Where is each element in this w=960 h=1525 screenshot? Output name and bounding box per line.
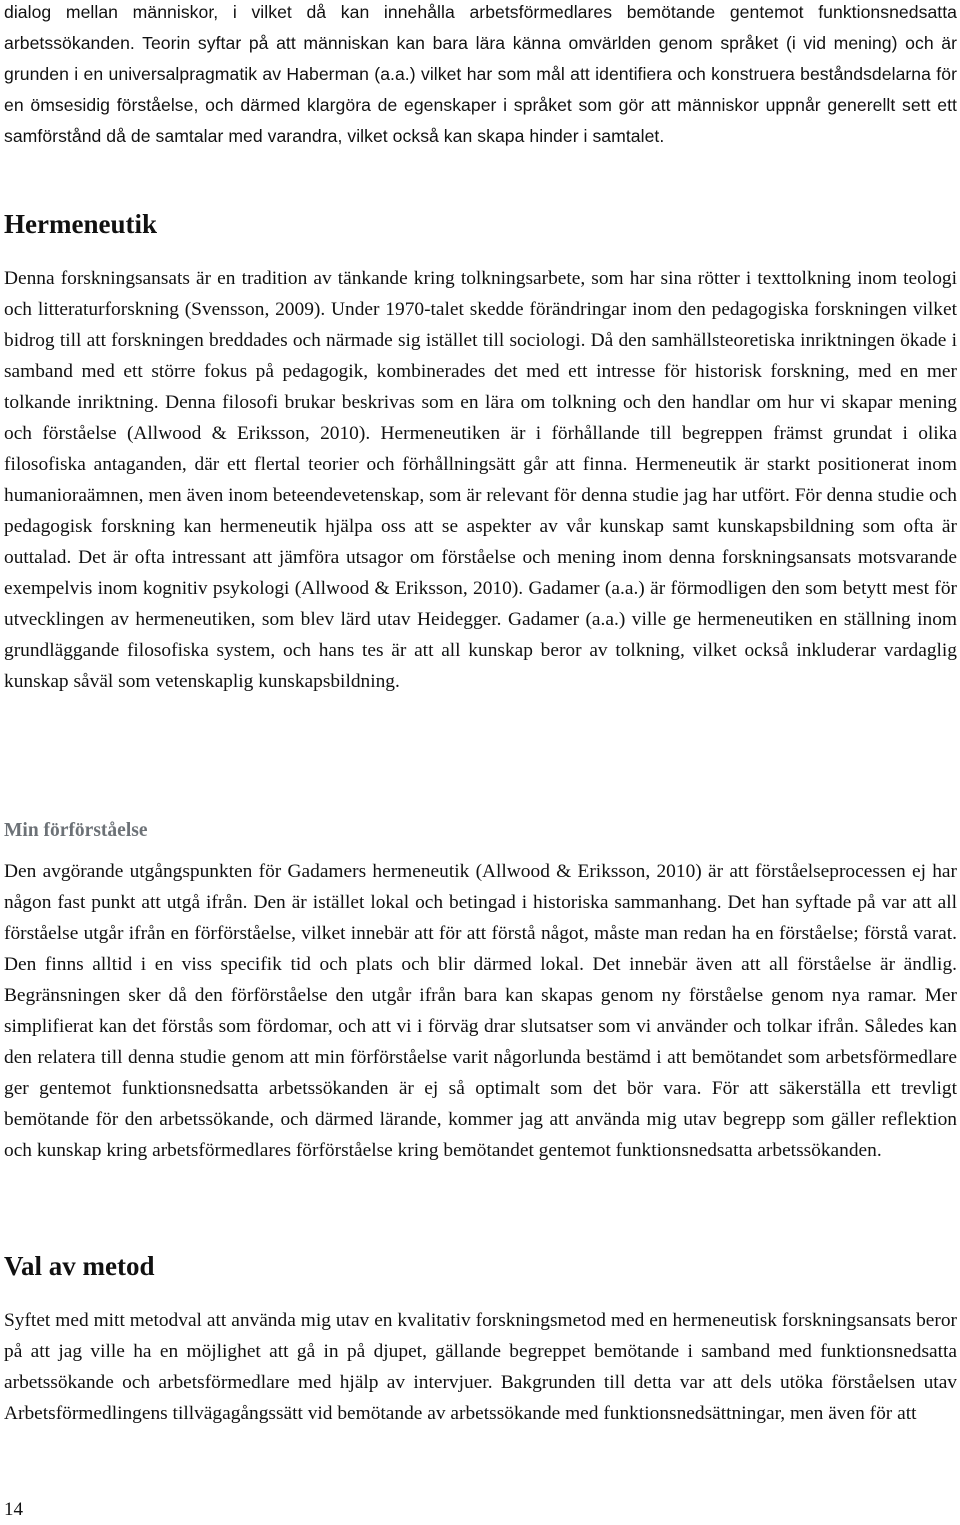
heading-hermeneutik: Hermeneutik xyxy=(4,209,157,239)
paragraph-min-forforstaelse: Den avgörande utgångspunkten för Gadamers hermeneutik (Allwood & Eriksson, 2010) är att förståelseprocessen ej har någon fast punkt att utgå ifrån. Den är istället lokal och betingad i historiska sammanhang. Det han syftade på var att all förståelse utgår ifrån en förförståelse, vilket innebär att för att förstå något, måste man redan ha en förståelse; förstå varat. Den finns alltid i en viss specifik tid och plats och blir därmed lokal. Det innebär även att all förståelse är ändlig. Begränsningen sker då den förförståelse den utgår ifrån bara kan skapas genom ny förståelse genom nya ramar. Mer simplifierat kan det förstås som fördomar, och att vi i förväg drar slutsatser som vi använder och tolkar ifrån. Således kan den relatera till denna studie genom att min förförståelse varit någorlunda bestämd i att bemötandet som arbetsförmedlare ger gentemot funktionsnedsatta arbetssökanden är ej så optimalt som det bör vara. För att säkerställa ett trevligt bemötande för den arbetssökande, och därmed lärande, kommer jag att använda mig utav begrepp som gäller reflektion och kunskap kring arbetsförmedlares förförståelse kring bemötandet gentemot funktionsnedsatta arbetssökanden. xyxy=(4,861,957,1161)
heading-val-av-metod: Val av metod xyxy=(4,1251,155,1281)
heading-min-forforstaelse: Min förförståelse xyxy=(4,820,148,841)
paragraph-intro: dialog mellan människor, i vilket då kan innehålla arbetsförmedlares bemötande gentemot funktionsnedsatta arbetssökanden. Teorin syftar på att människan kan bara lära känna omvärlden genom språket (i vid mening) och är grunden i en universalpragmatik av Haberman (a.a.) vilket har som mål att identifiera och konstruera beståndsdelarna för en ömsesidig förståelse, och därmed klargöra de egenskaper i språket som gör att människor uppnår generellt sett ett samförstånd då de samtalar med varandra, vilket också kan skapa hinder i samtalet. xyxy=(4,2,957,146)
page-number: 14 xyxy=(4,1499,23,1520)
paragraph-hermeneutik: Denna forskningsansats är en tradition av tänkande kring tolkningsarbete, som har sina rötter i texttolkning inom teologi och litteraturforskning (Svensson, 2009). Under 1970-talet skedde förändringar inom den pedagogiska forskningen vilket bidrog till att forskningen breddades och närmade sig istället till sociologi. Då den samhällsteoretiska inriktningen ökade i samband med ett större fokus på pedagogik, kombinerades det med ett intresse för historisk forskning, med en mer tolkande inriktning. Denna filosofi brukar beskrivas som en lära om tolkning och den handlar om hur vi skapar mening och förståelse (Allwood & Eriksson, 2010). Hermeneutiken är i förhållande till begreppen främst grundat i olika filosofiska antaganden, där ett flertal teorier och förhållningsätt går att finna. Hermeneutik är starkt positionerat inom humanioraämnen, men även inom beteendevetenskap, som är relevant för denna studie jag har utfört. För denna studie och pedagogisk forskning kan hermeneutik hjälpa oss att se aspekter av vår kunskap samt kunskapsbildning som ofta är outtalad. Det är ofta intressant att jämföra utsagor om förståelse och mening inom denna forskningsansats motsvarande exempelvis inom kognitiv psykologi (Allwood & Eriksson, 2010). Gadamer (a.a.) är förmodligen den som betytt mest för utvecklingen av hermeneutiken, som blev lärd utav Heidegger. Gadamer (a.a.) ville ge hermeneutiken en ställning inom grundläggande filosofiska system, och hans tes är att all kunskap beror av tolkning, vilket också inkluderar vardaglig kunskap såväl som vetenskaplig kunskapsbildning. xyxy=(4,268,957,692)
paragraph-val-av-metod: Syftet med mitt metodval att använda mig utav en kvalitativ forskningsmetod med en hermeneutisk forskningsansats beror på att jag ville ha en möjlighet att gå in på djupet, gällande begreppet bemötande i samband med funktionsnedsatta arbetssökande och arbetsförmedlare med hjälp av intervjuer. Bakgrunden till detta var att dels utöka förståelsen utav Arbetsförmedlingens tillvägagångssätt vid bemötande av arbetssökande med funktionsnedsättningar, men även för att xyxy=(4,1310,957,1424)
